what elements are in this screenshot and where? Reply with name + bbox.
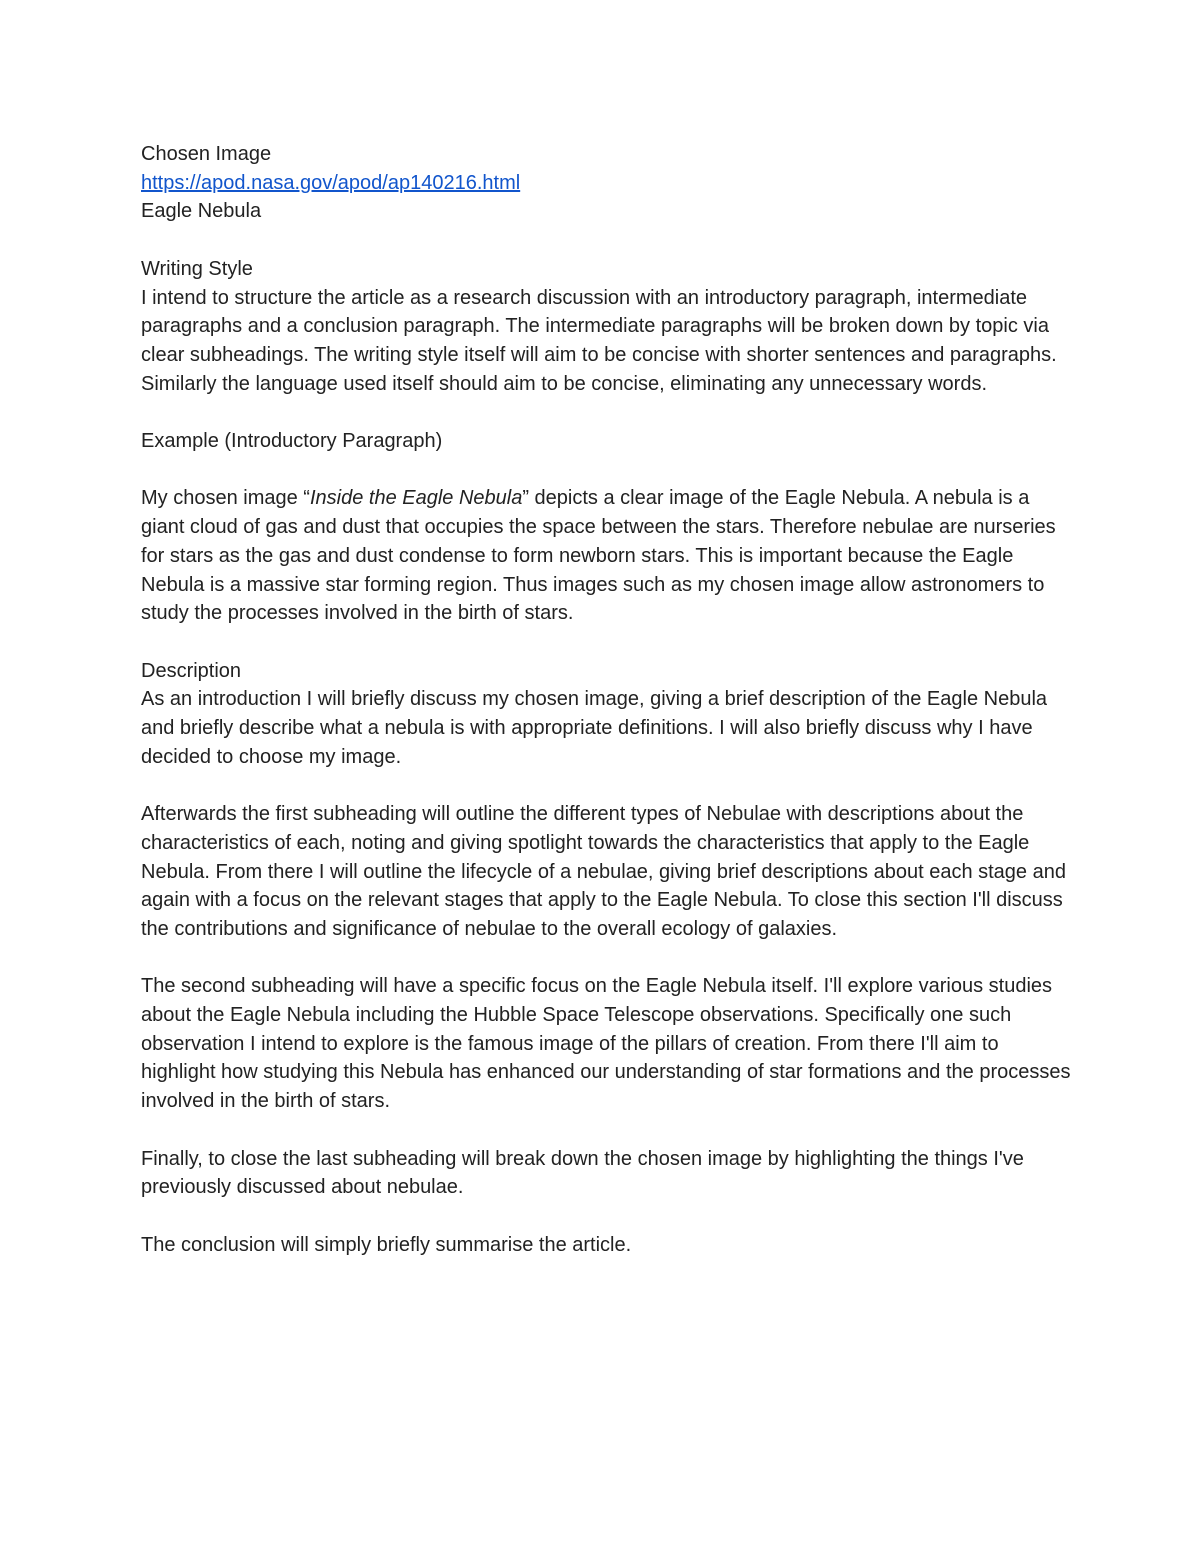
description-paragraph: The conclusion will simply briefly summarise the article. — [141, 1233, 632, 1256]
description-paragraph: The second subheading will have a specific focus on the Eagle Nebula itself. I'll explore various studies about the Eagle Nebula including the Hubble Space Telescope observations. Specifically one such observation I intend to explore is the famous image of the pillars of creation. From there I'll aim to highlight how studying this Nebula has enhanced our understanding of star formations and the processes involved in the birth of stars. — [141, 975, 1071, 1113]
writing-style-paragraph: I intend to structure the article as a research discussion with an introductory paragraph, intermediate paragraphs and a conclusion paragraph. The intermediate paragraphs will be broken down by topic via clear subheadings. The writing style itself will aim to be concise with shorter sentences and paragraphs. Similarly the language used itself should aim to be concise, eliminating any unnecessary words. — [141, 286, 1057, 395]
example-text-after: ” depicts a clear image of the Eagle Nebula. A nebula is a giant cloud of gas and dust that occupies the space between the stars. Therefore nebulae are nurseries for stars as the gas and dust condense to form newborn stars. This is important because the Eagle Nebula is a massive star forming region. Thus images such as my chosen image allow astronomers to study the processes involved in the birth of stars. — [141, 487, 1056, 625]
spacer — [141, 944, 1071, 973]
description-heading: Description — [141, 659, 242, 682]
spacer — [141, 1202, 1071, 1231]
image-name: Eagle Nebula — [141, 200, 262, 223]
example-image-title: Inside the Eagle Nebula — [309, 487, 523, 510]
spacer — [141, 771, 1071, 800]
chosen-image-heading: Chosen Image — [141, 143, 272, 165]
description-paragraph: Finally, to close the last subheading will break down the chosen image by highlighting the things I've previously discussed about nebulae. — [141, 1147, 1024, 1199]
spacer — [141, 226, 1071, 255]
description-paragraph: As an introduction I will briefly discuss my chosen image, giving a brief description of the Eagle Nebula and briefly describe what a nebula is with appropriate definitions. I will also briefly discuss why I have decided to choose my image. — [141, 688, 1048, 768]
example-paragraph — [141, 484, 1071, 628]
spacer — [141, 628, 1071, 657]
document-page — [141, 140, 1071, 1259]
description-paragraph: Afterwards the first subheading will outline the different types of Nebulae with descriptions about the characteristics of each, noting and giving spotlight towards the characteristics that apply to the Eagle Nebula. From there I will outline the lifecycle of a nebulae, giving brief descriptions about each stage and again with a focus on the relevant stages that apply to the Eagle Nebula. To close this section I'll discuss the contributions and significance of nebulae to the overall ecology of galaxies. — [141, 803, 1066, 940]
spacer — [141, 1116, 1071, 1145]
spacer — [141, 398, 1071, 427]
apod-link[interactable]: https://apod.nasa.gov/apod/ap140216.html — [141, 171, 521, 194]
example-heading: Example (Introductory Paragraph) — [141, 430, 443, 452]
spacer — [141, 456, 1071, 485]
writing-style-heading: Writing Style — [141, 257, 253, 280]
apod-link-line — [141, 169, 1071, 198]
example-text-before: My chosen image “ — [141, 487, 310, 510]
